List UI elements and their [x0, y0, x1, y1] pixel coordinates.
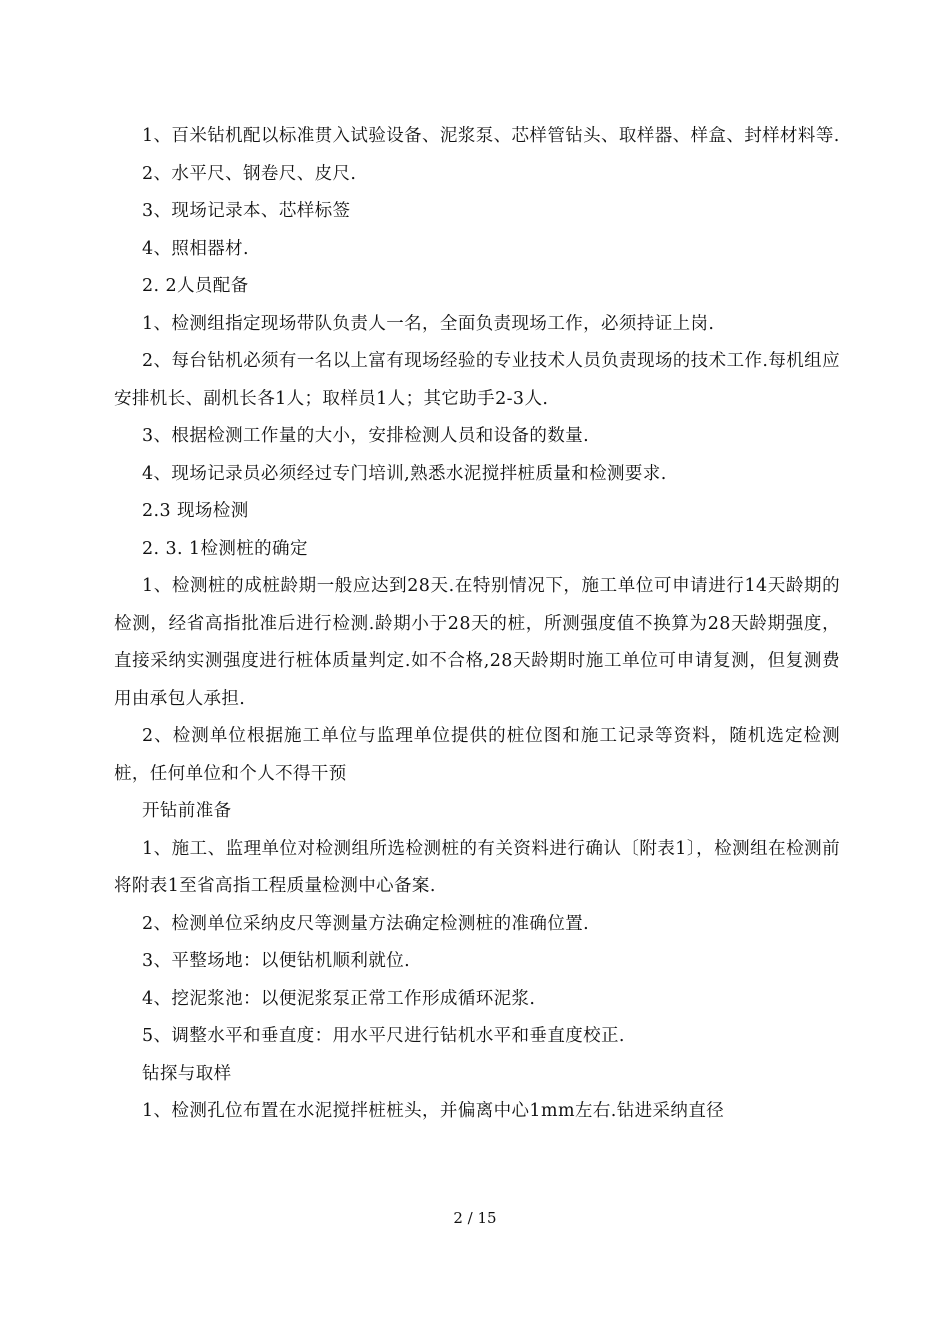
paragraph: 5、调整水平和垂直度：用水平尺进行钻机水平和垂直度校正. [142, 1026, 625, 1046]
paragraph: 4、挖泥浆池：以便泥浆泵正常工作形成循环泥浆. [142, 988, 536, 1009]
section-heading: 钻探与取样 [142, 1063, 232, 1084]
paragraph: 3、平整场地：以便钻机顺利就位. [142, 951, 411, 971]
paragraph: 2、水平尺、钢卷尺、皮尺. [142, 163, 357, 184]
paragraph: 3、根据检测工作量的大小，安排检测人员和设备的数量. [142, 426, 590, 446]
document-body [114, 118, 840, 1131]
section-heading: 开钻前准备 [142, 801, 232, 821]
paragraph: 1、施工、监理单位对检测组所选检测桩的有关资料进行确认〔附表1〕，检测组在检测前将附表1至省高指工程质量检测中心备案. [114, 838, 840, 896]
paragraph: 3、现场记录本、芯样标签 [142, 201, 351, 221]
paragraph: 1、检测组指定现场带队负责人一名，全面负责现场工作，必须持证上岗. [142, 313, 715, 334]
paragraph: 4、现场记录员必须经过专门培训,熟悉水泥搅拌桩质量和检测要求. [142, 463, 667, 484]
paragraph: 2、每台钻机必须有一名以上富有现场经验的专业技术人员负责现场的技术工作.每机组应安排机长、副机长各1人；取样员1人；其它助手2-3人. [114, 351, 840, 409]
page-number: 2 / 15 [453, 1209, 497, 1227]
paragraph: 4、照相器材. [142, 238, 249, 259]
paragraph: 2、检测单位采纳皮尺等测量方法确定检测桩的准确位置. [142, 913, 590, 934]
paragraph: 2、检测单位根据施工单位与监理单位提供的桩位图和施工记录等资料，随机选定检测桩，任何单位和个人不得干预 [114, 726, 840, 784]
paragraph: 1、百米钻机配以标准贯入试验设备、泥浆泵、芯样管钻头、取样器、样盒、封样材料等. [142, 126, 840, 146]
section-heading: 2. 3. 1检测桩的确定 [142, 538, 308, 559]
section-heading: 2.3 现场检测 [142, 501, 249, 521]
paragraph: 1、检测孔位布置在水泥搅拌桩桩头，并偏离中心1mm左右.钻进采纳直径 [142, 1101, 725, 1121]
paragraph: 1、检测桩的成桩龄期一般应达到28天.在特别情况下，施工单位可申请进行14天龄期的检测，经省高指批准后进行检测.龄期小于28天的桩，所测强度值不换算为28天龄期强度，直接采纳实测强度进行桩体质量判定.如不合格,28天龄期时施工单位可申请复测，但复测费用由承包人承担. [114, 576, 840, 709]
section-heading: 2. 2人员配备 [142, 276, 249, 296]
